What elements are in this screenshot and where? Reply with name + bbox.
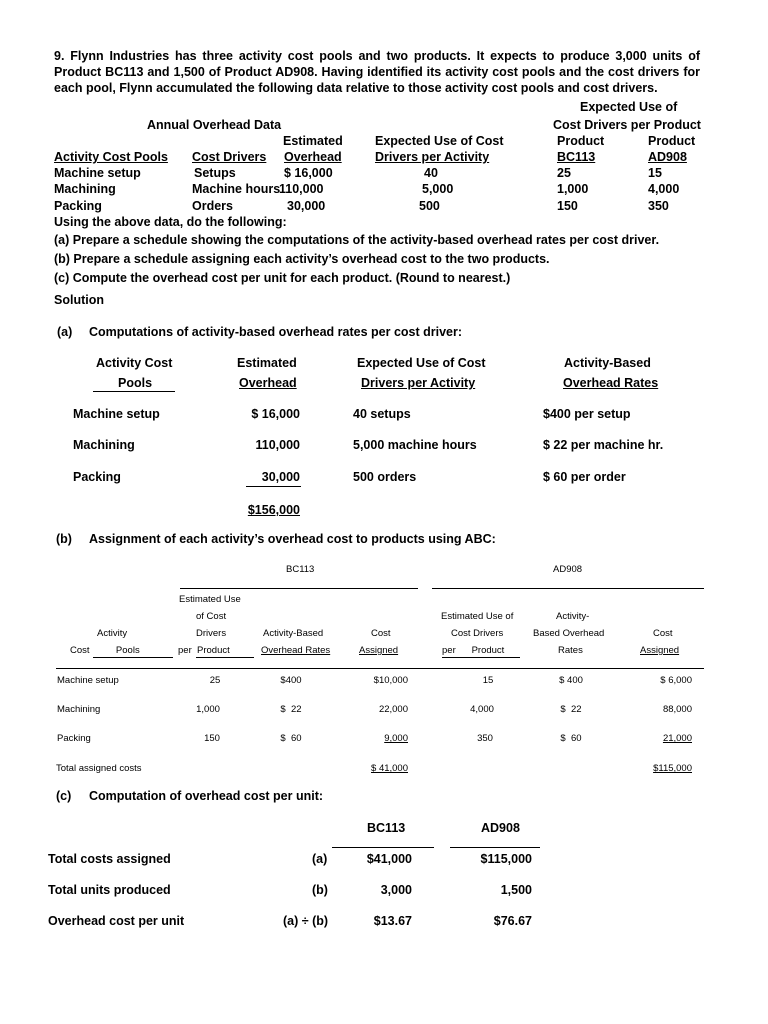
b-row-bc-cost: $10,000	[373, 675, 408, 686]
a-h4a: Activity-Based	[564, 356, 651, 370]
col-overhead: Overhead	[284, 150, 342, 164]
annual-header: Annual Overhead Data	[147, 118, 282, 132]
b-h-rate-2: Overhead Rates	[261, 645, 331, 656]
b-row-bc-rate: $ 22	[280, 704, 302, 715]
part-b-label: (b)	[56, 532, 72, 546]
b-h-rate-1: Activity-Based	[263, 628, 324, 639]
b-row-ad-cost: 88,000	[662, 704, 692, 715]
problem-row-bc: 25	[557, 166, 571, 180]
a-total: $156,000	[247, 503, 300, 517]
b-h-cost-2: Assigned	[359, 645, 399, 656]
b-h-ad-cost-1: Cost	[653, 628, 673, 639]
b-total-label: Total assigned costs	[56, 763, 142, 774]
part-c-title: Computation of overhead cost per unit:	[89, 789, 324, 803]
part-b-title: Assignment of each activity’s overhead cost to products using ABC:	[89, 532, 496, 546]
b-h-ad-est-2: Cost Drivers	[451, 628, 504, 639]
a-row-rate: $ 22 per machine hr.	[543, 438, 664, 452]
col-expected-2: Drivers per Activity	[375, 150, 490, 164]
b-row-ad-rate: $ 400	[559, 675, 583, 686]
problem-row-driver: Machine hours	[192, 182, 281, 196]
b-row-bc-use: 1,000	[196, 704, 220, 715]
col-bc: BC113	[557, 150, 596, 164]
c-row-label: Total costs assigned	[48, 852, 171, 866]
problem-row-overhead: 110,000	[279, 182, 324, 196]
c-row-label: Total units produced	[48, 883, 171, 897]
b-row-ad-use: 350	[477, 733, 493, 744]
col-estimated: Estimated	[283, 134, 343, 148]
b-ad-est-underline	[442, 657, 520, 658]
b-ad-total: $115,000	[653, 763, 692, 774]
b-row-bc-use: 150	[204, 733, 220, 744]
a-h2b: Overhead	[239, 376, 297, 390]
expected-header-1: Expected Use of	[580, 100, 678, 114]
part-c-label: (c)	[56, 789, 72, 803]
b-row-pool: Machine setup	[57, 675, 119, 686]
c-row-label: Overhead cost per unit	[48, 914, 185, 928]
instruction: (a) Prepare a schedule showing the computations of the activity-based overhead rates per cost driver.	[54, 233, 660, 247]
c-row-bc: $41,000	[366, 852, 412, 866]
b-h-ad-rate-1: Activity-	[556, 611, 590, 622]
c-row-ad: $115,000	[480, 852, 532, 866]
problem-row-bc: 150	[557, 199, 578, 213]
problem-row-driver: Setups	[194, 166, 236, 180]
a-row-use: 40 setups	[353, 407, 411, 421]
b-row-ad-rate: $ 60	[560, 733, 582, 744]
b-row-ad-cost: 21,000	[662, 733, 692, 744]
a-row-overhead: 30,000	[261, 470, 300, 484]
col-product-1: Product	[557, 134, 605, 148]
b-row-bc-rate: $400	[280, 675, 302, 686]
b-h-est-1: Estimated Use	[179, 594, 241, 605]
instruction: (b) Prepare a schedule assigning each activity’s overhead cost to the two products.	[54, 252, 550, 266]
problem-row-ad: 4,000	[648, 182, 680, 196]
b-row-bc-use: 25	[209, 675, 221, 686]
b-row-ad-use: 4,000	[470, 704, 494, 715]
problem-row-pool: Packing	[54, 199, 102, 213]
b-row-ad-cost: $ 6,000	[660, 675, 692, 686]
a-row-rate: $400 per setup	[543, 407, 631, 421]
instruction: Using the above data, do the following:	[54, 215, 287, 229]
c-row-ref: (a)	[312, 852, 328, 866]
b-bc-total: $ 41,000	[371, 763, 408, 774]
a-h1a: Activity Cost	[96, 356, 173, 370]
problem-row-pool: Machine setup	[54, 166, 141, 180]
b-h-est-2: of Cost	[196, 611, 227, 622]
part-a-label: (a)	[57, 325, 73, 339]
b-ad-header: AD908	[553, 564, 583, 575]
b-row-bc-cost: 9,000	[384, 733, 408, 744]
c-row-bc: $13.67	[373, 914, 412, 928]
b-est-underline	[196, 657, 254, 658]
col-ad: AD908	[648, 150, 687, 164]
b-costpools-underline	[93, 657, 173, 658]
problem-row-use: 5,000	[422, 182, 454, 196]
a-h3a: Expected Use of Cost	[357, 356, 486, 370]
c-row-bc: 3,000	[380, 883, 412, 897]
b-bc-header-rule	[180, 588, 418, 589]
c-ad-rule	[450, 847, 540, 848]
col-product-2: Product	[648, 134, 696, 148]
b-h-ad-est-1: Estimated Use of	[441, 611, 514, 622]
b-row-bc-cost: 22,000	[378, 704, 408, 715]
c-bc-header: BC113	[367, 821, 406, 835]
c-row-ad: $76.67	[493, 914, 532, 928]
b-h-cost-1: Cost	[371, 628, 391, 639]
col-pools: Activity Cost Pools	[54, 150, 168, 164]
b-row-pool: Machining	[57, 704, 101, 715]
col-expected-1: Expected Use of Cost	[375, 134, 504, 148]
b-ad-header-rule	[432, 588, 704, 589]
c-row-ref: (b)	[312, 883, 328, 897]
problem-row-use: 40	[424, 166, 438, 180]
a-row-overhead: $ 16,000	[251, 407, 300, 421]
a-h1b: Pools	[118, 376, 153, 390]
part-a-title: Computations of activity-based overhead rates per cost driver:	[89, 325, 463, 339]
b-h-activity: Activity	[97, 628, 128, 639]
a-row-use: 500 orders	[353, 470, 417, 484]
problem-row-bc: 1,000	[557, 182, 589, 196]
problem-row-overhead: $ 16,000	[284, 166, 333, 180]
problem-row-driver: Orders	[192, 199, 233, 213]
c-row-ref: (a) ÷ (b)	[283, 914, 329, 928]
b-row-ad-use: 15	[482, 675, 494, 686]
problem-row-ad: 350	[648, 199, 669, 213]
b-row-pool: Packing	[57, 733, 91, 744]
problem-row-pool: Machining	[54, 182, 116, 196]
a-row-overhead: 110,000	[255, 438, 300, 452]
a-h3b: Drivers per Activity	[361, 376, 476, 390]
a-row-pool: Machine setup	[73, 407, 160, 421]
a-row-pool: Packing	[73, 470, 121, 484]
a-row-use: 5,000 machine hours	[353, 438, 477, 452]
c-ad-header: AD908	[481, 821, 520, 835]
problem-text: 9. Flynn Industries has three activity cost pools and two products. It expects to produce 3,000 units of Product BC113 and 1,500 of Product AD908. Having identified its activity cost pools and the cost drivers for each pool, Flynn accumulated the following data relative to those activity cost pools and cost drivers.	[54, 49, 700, 95]
a-h2a: Estimated	[237, 356, 297, 370]
problem-row-use: 500	[419, 199, 440, 213]
b-bc-header: BC113	[286, 564, 315, 575]
b-h-costpools: Cost Pools	[70, 645, 140, 656]
b-h-ad-rate-2: Based Overhead	[533, 628, 605, 639]
a-h1b-underline	[93, 391, 175, 392]
a-row-rate: $ 60 per order	[543, 470, 626, 484]
b-h-ad-est-3: per Product	[442, 645, 505, 656]
b-h-ad-rate-3: Rates	[558, 645, 583, 656]
a-overhead-underline	[246, 486, 301, 487]
a-row-pool: Machining	[73, 438, 135, 452]
c-row-ad: 1,500	[500, 883, 532, 897]
b-row-ad-rate: $ 22	[560, 704, 582, 715]
problem-row-overhead: 30,000	[287, 199, 326, 213]
b-h-est-4: per Product	[178, 645, 230, 656]
b-h-est-3: Drivers	[196, 628, 227, 639]
col-drivers: Cost Drivers	[192, 150, 267, 164]
c-bc-rule	[332, 847, 434, 848]
expected-header-2: Cost Drivers per Product	[553, 118, 701, 132]
b-row-bc-rate: $ 60	[280, 733, 302, 744]
b-header-bottom-rule	[56, 668, 704, 669]
b-h-ad-cost-2: Assigned	[640, 645, 680, 656]
problem-row-ad: 15	[648, 166, 662, 180]
solution-label: Solution	[54, 293, 104, 307]
instruction: (c) Compute the overhead cost per unit for each product. (Round to nearest.)	[54, 271, 511, 285]
a-h4b: Overhead Rates	[563, 376, 659, 390]
